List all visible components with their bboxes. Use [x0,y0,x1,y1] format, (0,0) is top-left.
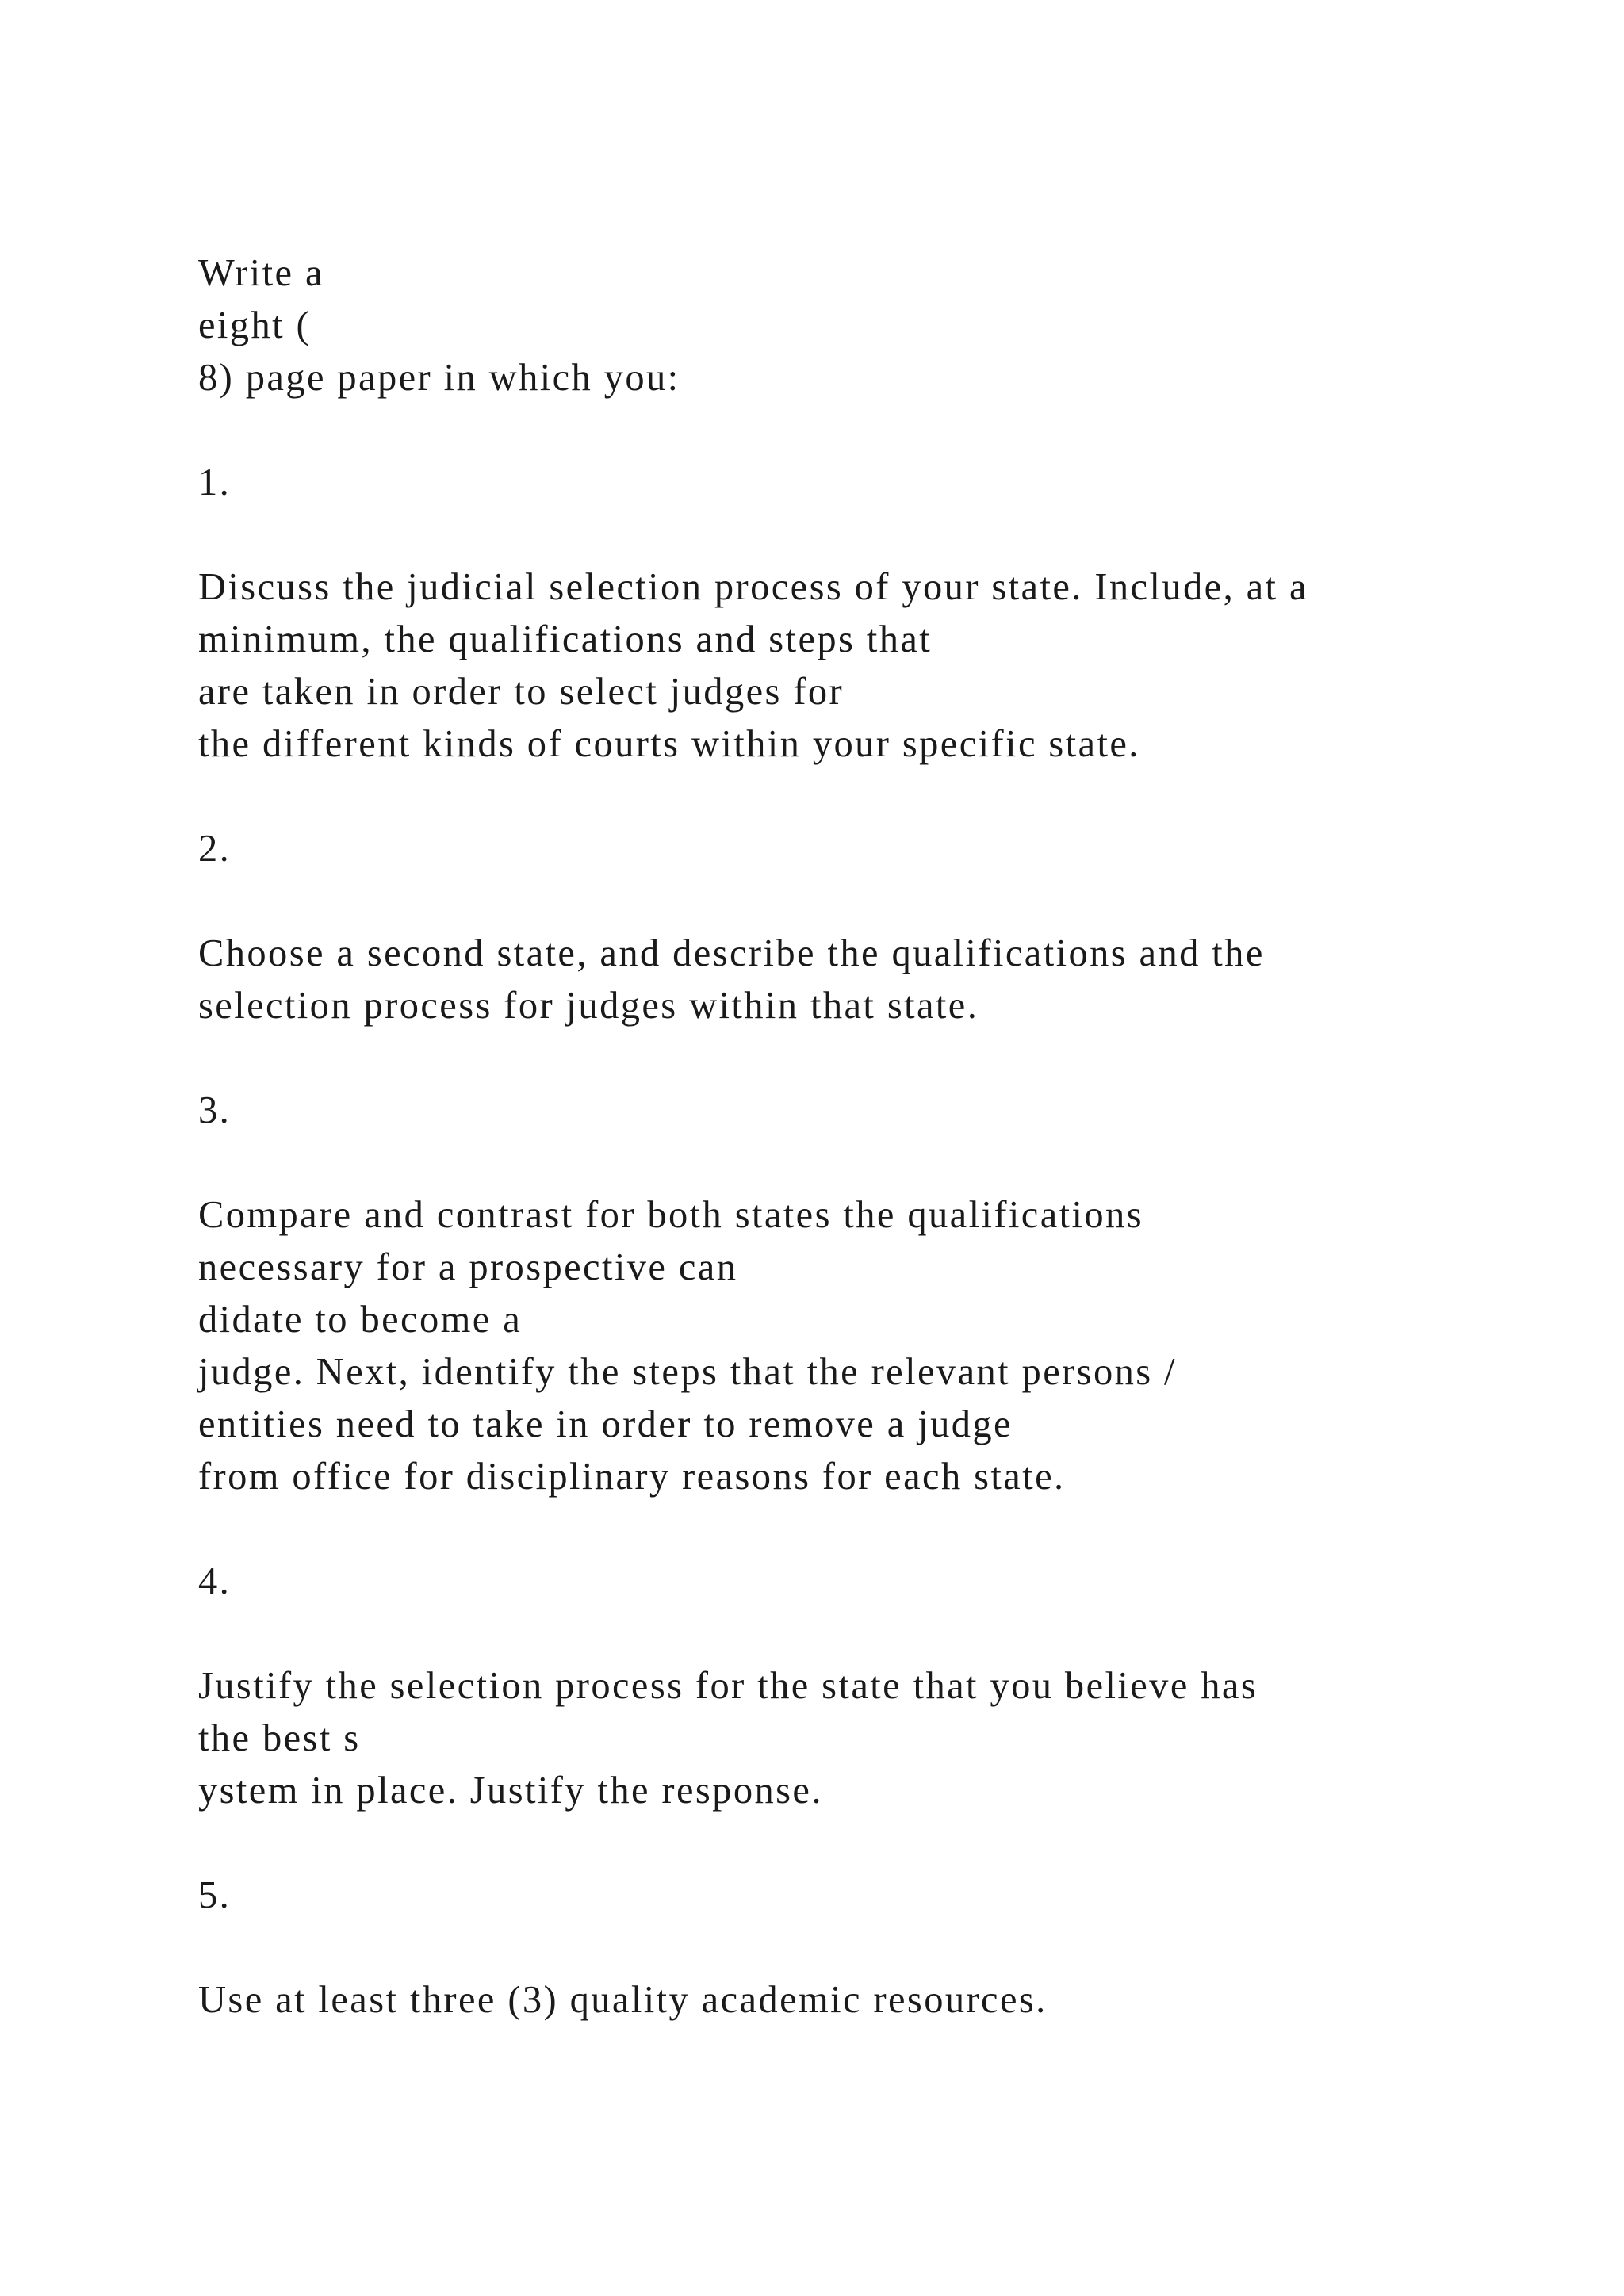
spacer [198,509,1546,561]
list-item-5 [198,1869,1546,2026]
item-text-line: didate to become a [198,1299,523,1341]
document-body [198,247,1546,2026]
intro-block [198,247,1546,404]
spacer [198,1922,1546,1974]
spacer [198,1817,1546,1869]
item-number: 3. [198,1089,232,1131]
item-text-line: Justify the selection process for the state that you believe has [198,1665,1258,1707]
spacer [198,1608,1546,1660]
intro-line: eight ( [198,304,312,346]
spacer [198,1503,1546,1556]
spacer [198,1032,1546,1085]
item-text-line: ystem in place. Justify the response. [198,1770,823,1812]
item-number: 2. [198,828,232,870]
item-text-line: necessary for a prospective can [198,1246,738,1288]
list-item-2 [198,823,1546,1032]
item-text-line: Choose a second state, and describe the qualifications and the [198,932,1265,974]
intro-line: Write a [198,252,324,294]
item-text-line: selection process for judges within that state. [198,985,979,1027]
item-number: 5. [198,1874,232,1916]
item-text-line: from office for disciplinary reasons for each state. [198,1456,1066,1498]
item-text-line: judge. Next, identify the steps that the relevant persons / [198,1351,1177,1393]
item-text-line: are taken in order to select judges for [198,671,845,713]
item-text-line: minimum, the qualifications and steps that [198,618,933,660]
spacer [198,771,1546,823]
item-text-line: entities need to take in order to remove a judge [198,1403,1013,1445]
item-text-line: Compare and contrast for both states the qualifications [198,1194,1143,1236]
list-item-1 [198,457,1546,771]
spacer [198,1137,1546,1189]
intro-line: 8) page paper in which you: [198,357,680,399]
item-text-line: Use at least three (3) quality academic resources. [198,1979,1048,2021]
list-item-3 [198,1085,1546,1503]
item-text-line: Discuss the judicial selection process of your state. Include, at a [198,566,1308,608]
item-number: 1. [198,461,232,503]
item-text-line: the different kinds of courts within your specific state. [198,723,1140,765]
spacer [198,875,1546,928]
item-text-line: the best s [198,1717,361,1759]
list-item-4 [198,1556,1546,1817]
spacer [198,404,1546,457]
item-number: 4. [198,1560,232,1602]
